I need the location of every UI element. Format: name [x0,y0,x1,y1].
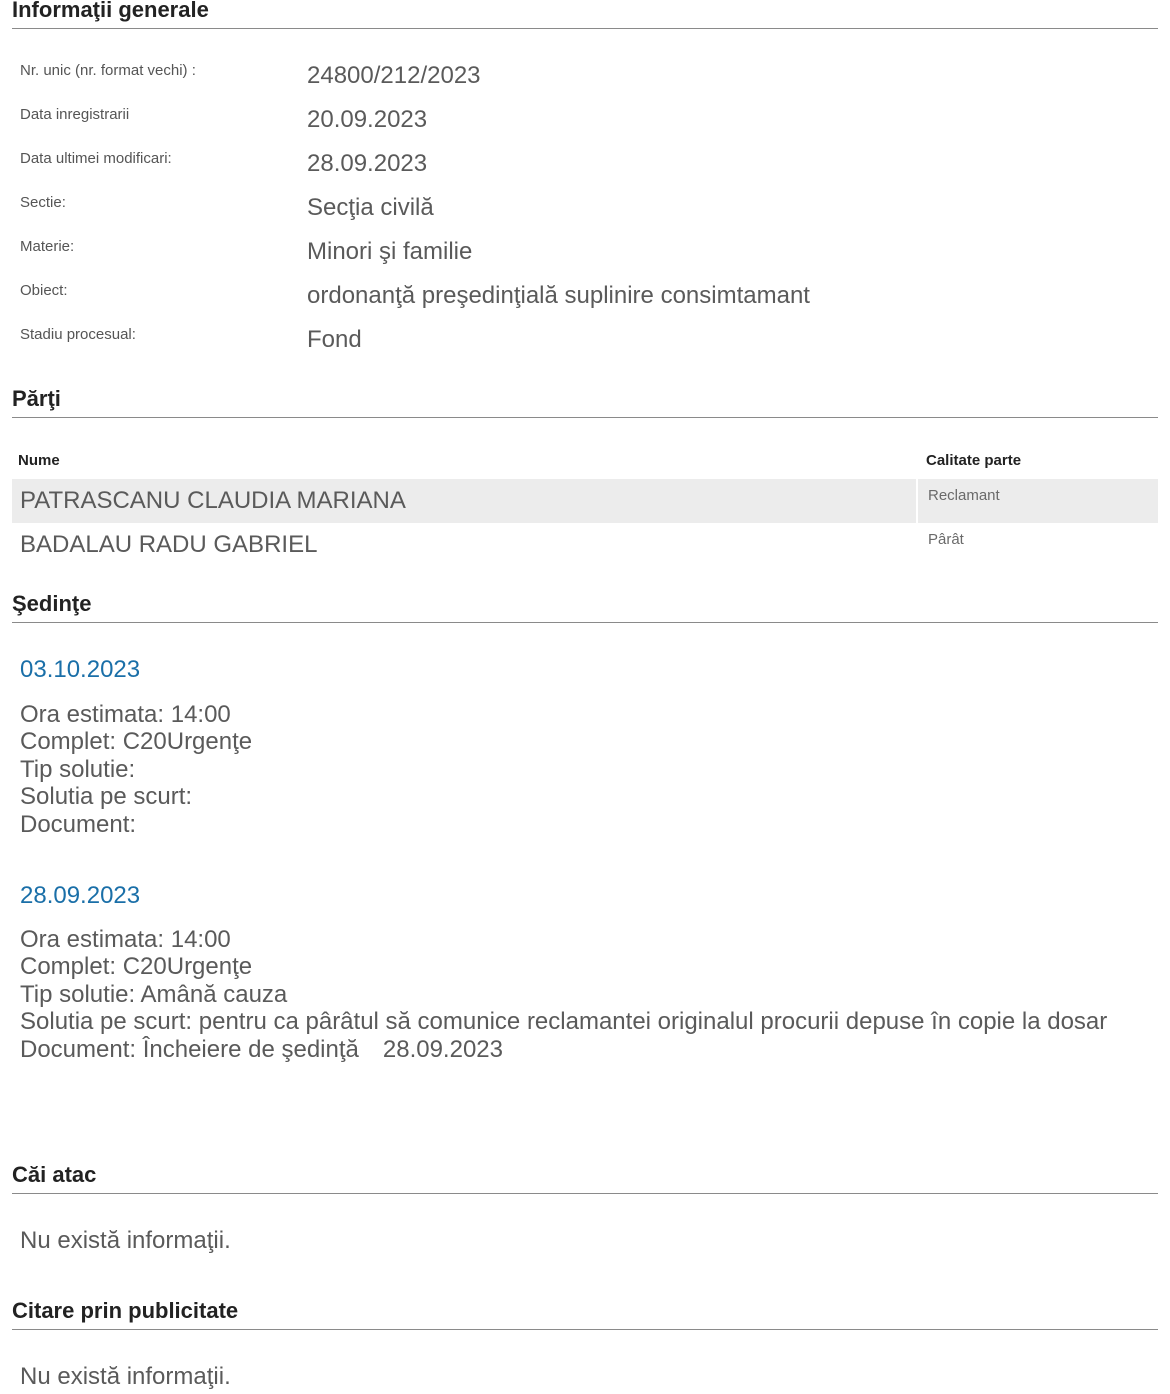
party-role: Pârât [928,531,964,548]
party-name: BADALAU RADU GABRIEL [20,531,318,558]
section-divider [12,622,1158,623]
info-value-last-modified: 28.09.2023 [307,150,428,177]
session-time: Ora estimata: 14:00 [20,701,231,728]
session-details [20,926,1120,1063]
session-solution-type: Tip solutie: Amână cauza [20,980,288,1008]
info-label-matter: Materie: [20,238,75,255]
session-document [20,811,1120,838]
info-label-procedural-stage: Stadiu procesual: [20,326,136,343]
section-title-sessions: Şedinţe [12,591,92,616]
section-divider [12,28,1158,29]
info-value-procedural-stage: Fond [307,326,362,353]
session-document-label: Document: [20,810,137,838]
session-details [20,701,1120,838]
info-value-case-number: 24800/212/2023 [307,62,481,89]
info-value-section: Secţia civilă [307,194,434,221]
section-divider [12,417,1158,418]
empty-state-text: Nu există informaţii. [20,1363,231,1390]
info-label-object: Obiect: [20,282,68,299]
party-name: PATRASCANU CLAUDIA MARIANA [20,487,406,514]
info-value-registration-date: 20.09.2023 [307,106,428,133]
table-row [12,479,1158,523]
section-divider [12,1329,1158,1330]
info-label-case-number: Nr. unic (nr. format vechi) : [20,62,196,79]
column-divider [916,479,918,523]
section-divider [12,1193,1158,1194]
session-solution-short: Solutia pe scurt: pentru ca pârâtul să comunice reclamantei originalul procurii depuse în copie la dosar [20,1008,1108,1036]
info-label-registration-date: Data inregistrarii [20,106,130,123]
session-panel: Complet: C20Urgenţe [20,728,253,756]
section-title-appeals: Căi atac [12,1162,97,1187]
session-date: 03.10.2023 [20,656,141,683]
party-role: Reclamant [928,487,1000,504]
session-solution-short: Solutia pe scurt: [20,783,193,811]
section-title-parties: Părţi [12,386,61,411]
empty-state-text: Nu există informaţii. [20,1227,231,1254]
table-row [12,523,1158,567]
info-label-last-modified: Data ultimei modificari: [20,150,172,167]
session-panel: Complet: C20Urgenţe [20,953,253,981]
session-time: Ora estimata: 14:00 [20,926,231,953]
info-label-section: Sectie: [20,194,66,211]
session-document-label: Document: Încheiere de şedinţă [20,1035,359,1063]
info-value-object: ordonanţă preşedinţială suplinire consimtamant [307,282,810,309]
session-document-date: 28.09.2023 [382,1035,503,1063]
column-header-role: Calitate parte [926,452,1022,469]
session-document [20,1036,1120,1063]
section-title-general: Informaţii generale [12,0,209,22]
session-date: 28.09.2023 [20,882,141,909]
column-header-name: Nume [18,452,60,469]
section-title-publicity: Citare prin publicitate [12,1298,239,1323]
info-value-matter: Minori şi familie [307,238,473,265]
session-solution-type: Tip solutie: [20,755,136,783]
